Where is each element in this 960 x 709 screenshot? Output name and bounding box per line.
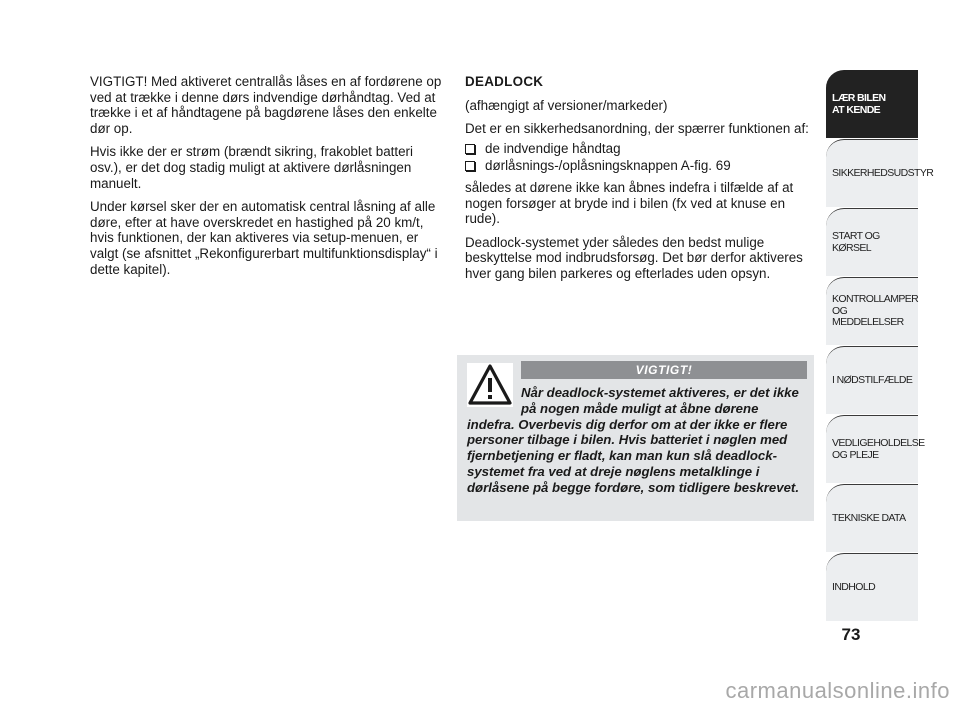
tab-vedligeholdelse[interactable]	[826, 415, 925, 483]
tab-indhold[interactable]	[826, 553, 918, 621]
tab-kontrollamper[interactable]	[826, 277, 918, 345]
right-column	[465, 74, 810, 290]
watermark: carmanualsonline.info	[725, 678, 950, 703]
tab-label: SIKKERHEDSUDSTYR	[832, 166, 934, 179]
paragraph: Hvis ikke der er strøm (brændt sikring, frakoblet batteri osv.), er det dog stadig muligt at aktivere dørlåsningen manuelt.	[90, 144, 413, 191]
tab-i-nodstilfaelde[interactable]	[826, 346, 918, 414]
tab-label: I NØDSTILFÆLDE	[832, 373, 913, 386]
tab-label: VEDLIGEHOLDELSE OG PLEJE	[832, 437, 925, 461]
tab-label: TEKNISKE DATA	[832, 511, 906, 524]
checkbox-bullet-icon	[465, 144, 475, 154]
tab-label: KONTROLLAMPER OG MEDDELELSER	[832, 293, 919, 329]
warning-text: Når deadlock-systemet aktiveres, er det ikke på nogen måde muligt at åbne dørene indefra. Overbevis dig derfor om at der ikke er flere personer tilbage i bilen. Hvis batteriet i nøglen med fjernbetjening er fladt, kan man kun slå deadlock-systemet fra ved at dreje nøglens metalklinge i dørlåsene på begge fordøre, som tidligere beskrevet.	[467, 385, 799, 495]
bullet-list	[465, 141, 810, 174]
tab-label: LÆR BILEN AT KENDE	[832, 92, 886, 116]
tab-label: INDHOLD	[832, 580, 876, 593]
list-item-text: dørlåsnings-/oplåsningsknappen A-fig. 69	[485, 158, 731, 174]
warning-title: VIGTIGT!	[521, 361, 807, 379]
warning-box	[457, 355, 814, 521]
list-item-text: de indvendige håndtag	[485, 140, 621, 156]
tab-label: START OG KØRSEL	[832, 230, 880, 254]
left-column	[90, 74, 442, 285]
tab-tekniske-data[interactable]	[826, 484, 918, 552]
list-item	[465, 141, 810, 157]
paragraph: VIGTIGT! Med aktiveret centrallås låses en af fordørene op ved at trække i denne dørs indvendige dørhåndtag. Ved at trække i et af håndtagene på bagdørene låses den enkelte dør op.	[90, 74, 442, 136]
tab-laer-bilen-at-kende[interactable]	[826, 70, 918, 138]
paragraph: Deadlock-systemet yder således den bedst mulige beskyttelse mod indbrudsforsøg. Det bør derfor aktiveres hver gang bilen parkeres og efterlades uden opsyn.	[465, 234, 803, 281]
paragraph: således at dørene ikke kan åbnes indefra i tilfælde af at nogen forsøger at bryde ind i bilen (fx ved at knuse en rude).	[465, 179, 794, 227]
paragraph: Det er en sikkerhedsanordning, der spærrer funktionen af:	[465, 121, 809, 137]
checkbox-bullet-icon	[465, 161, 475, 171]
chapter-tabs	[826, 70, 934, 622]
paragraph: Under kørsel sker der en automatisk central låsning af alle døre, efter at have overskredet en hastighed på 20 km/t, hvis funktionen, der kan aktiveres via setup-menuen, er valgt (se afsnittet „Rekonfigurerbart multifunktionsdisplay“ i dette kapitel).	[90, 199, 438, 277]
page-number: 73	[841, 625, 861, 644]
list-item	[465, 158, 810, 174]
tab-start-og-korsel[interactable]	[826, 208, 918, 276]
section-subheading: (afhængigt af versioner/markeder)	[465, 97, 668, 113]
section-heading: DEADLOCK	[465, 74, 544, 89]
tab-sikkerhedsudstyr[interactable]	[826, 139, 934, 207]
